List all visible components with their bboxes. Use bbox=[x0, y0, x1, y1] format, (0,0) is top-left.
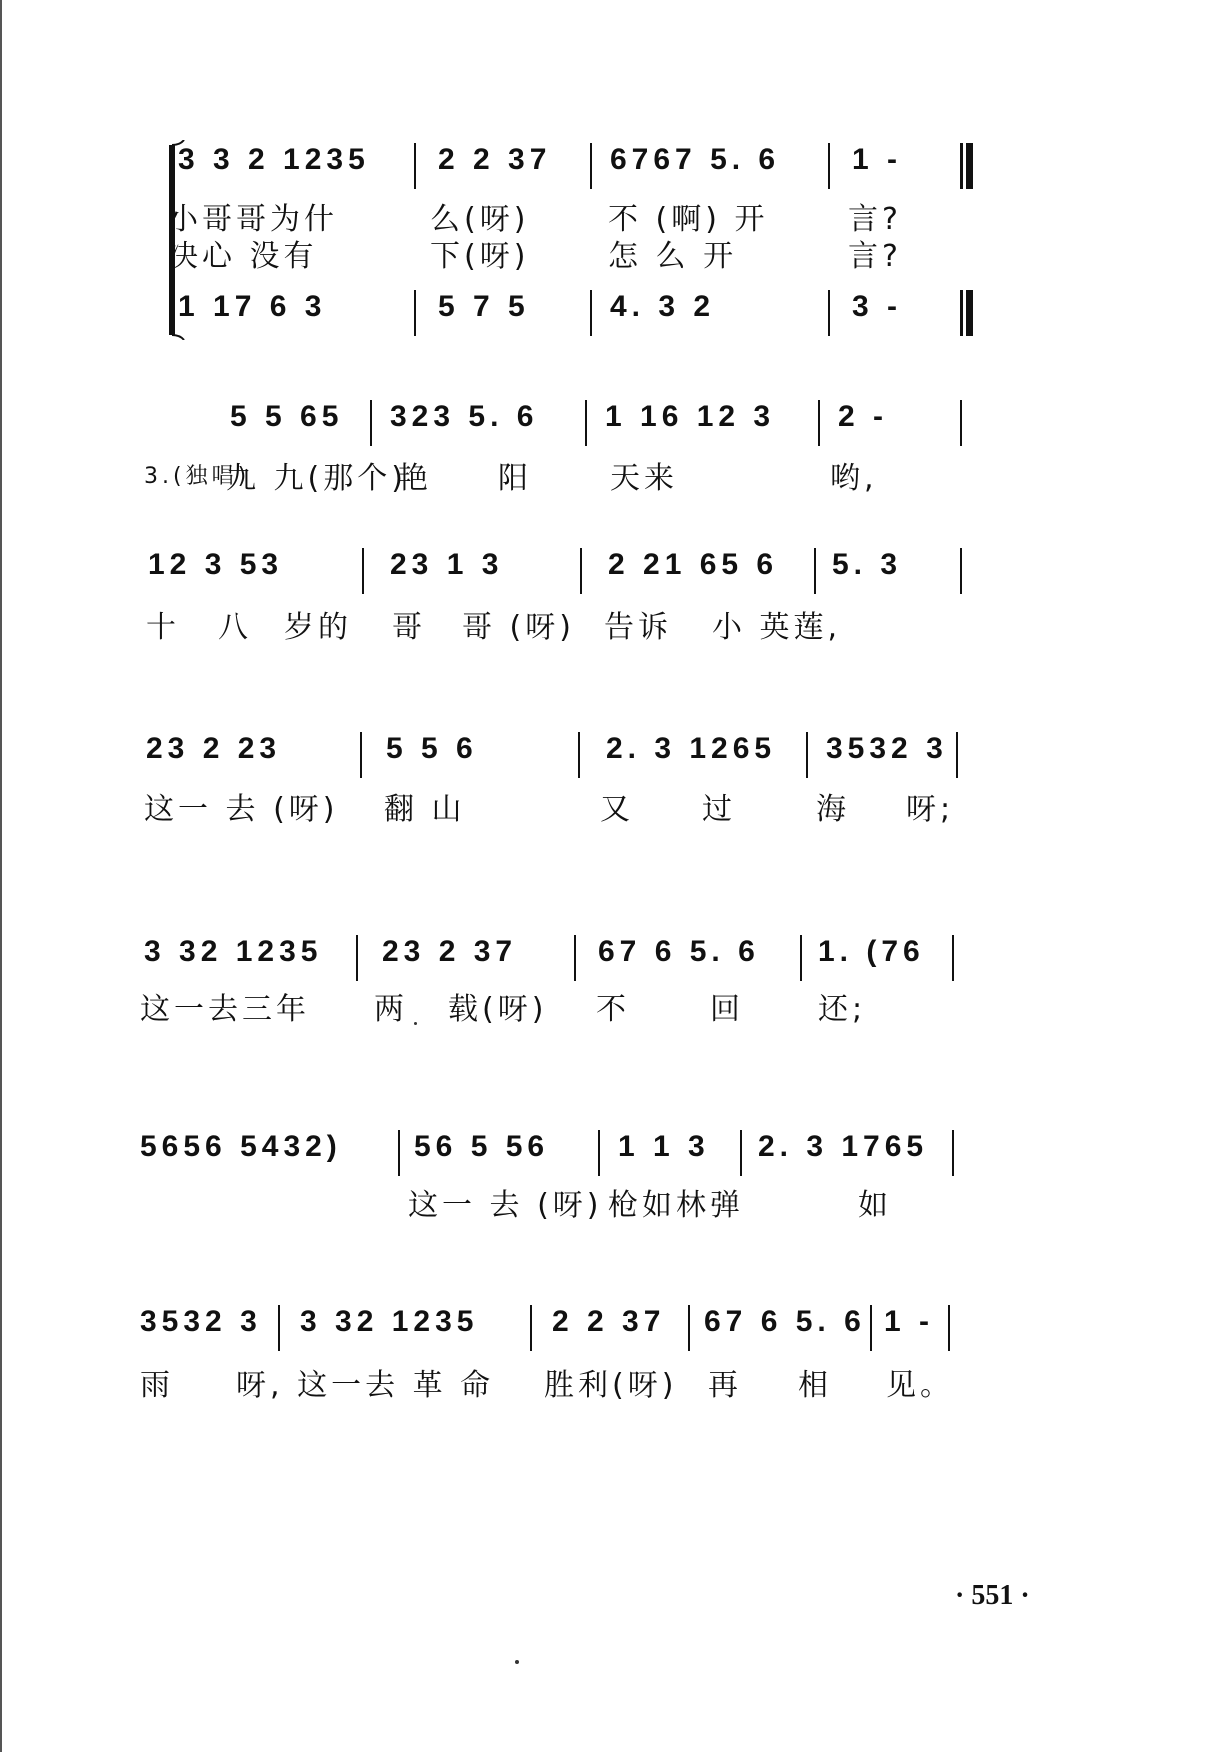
bar-line bbox=[960, 548, 962, 594]
lyric: 艳 bbox=[398, 461, 432, 496]
lyric: 八 bbox=[218, 610, 252, 645]
bar-line bbox=[398, 1130, 400, 1176]
lyric: 怎 么 开 bbox=[608, 239, 738, 274]
measure: 1. (76 bbox=[818, 935, 925, 968]
lyric: 翻 山 bbox=[384, 792, 466, 827]
lyric: 不 bbox=[596, 992, 630, 1027]
lyric: 九 九(那个) bbox=[226, 461, 407, 496]
bar-line bbox=[360, 732, 362, 778]
lyrics-row bbox=[0, 784, 1226, 844]
measure: 3532 3 bbox=[826, 732, 948, 765]
lyrics-verse-2 bbox=[0, 231, 1226, 291]
bar-line bbox=[590, 290, 592, 336]
measure: 2 21 65 6 bbox=[608, 548, 779, 581]
bar-line bbox=[362, 548, 364, 594]
notes-row bbox=[0, 1305, 1226, 1365]
measure: 3 - bbox=[852, 290, 903, 323]
repeat-end-thick bbox=[966, 290, 973, 336]
repeat-end bbox=[960, 143, 963, 189]
measure: 1 17 6 3 bbox=[178, 290, 327, 323]
measure: 12 3 53 bbox=[148, 548, 284, 581]
bar-line bbox=[800, 935, 802, 981]
scan-speck bbox=[515, 1660, 519, 1664]
lyric: 又 bbox=[600, 792, 634, 827]
bar-line bbox=[806, 732, 808, 778]
measure: 3532 3 bbox=[140, 1305, 262, 1338]
verse-marker: 3.(独唱) bbox=[144, 464, 251, 489]
notes-row bbox=[0, 732, 1226, 792]
lyric: 还; bbox=[818, 992, 867, 1027]
lyric: 这一 去 (呀) bbox=[144, 792, 339, 827]
measure: 3 32 1235 bbox=[300, 1305, 479, 1338]
lyric: 决心 没有 bbox=[168, 239, 318, 274]
bar-line bbox=[688, 1305, 690, 1351]
notes-row bbox=[0, 400, 1226, 460]
bar-line bbox=[818, 400, 820, 446]
lyric: 哥 (呀) bbox=[462, 610, 575, 645]
measure: 3 32 1235 bbox=[144, 935, 323, 968]
lyrics-row bbox=[0, 1360, 1226, 1420]
bar-line bbox=[574, 935, 576, 981]
bar-line bbox=[870, 1305, 872, 1351]
bar-line bbox=[580, 548, 582, 594]
measure: 2. 3 1765 bbox=[758, 1130, 929, 1163]
lyric: 阳 bbox=[498, 461, 532, 496]
lyric: 哟, bbox=[830, 461, 878, 496]
bar-line bbox=[828, 290, 830, 336]
lyric: 载(呀) bbox=[448, 992, 548, 1027]
lyric: 告诉 bbox=[604, 610, 672, 645]
measure: 5. 3 bbox=[832, 548, 903, 581]
measure: 2. 3 1265 bbox=[606, 732, 777, 765]
measure: 1 - bbox=[884, 1305, 935, 1338]
bar-line bbox=[278, 1305, 280, 1351]
lyric: 言? bbox=[848, 239, 902, 274]
lyric: 不 (啊) 开 bbox=[608, 202, 769, 237]
measure: 56 5 56 bbox=[414, 1130, 550, 1163]
bar-line bbox=[590, 143, 592, 189]
measure: 67 6 5. 6 bbox=[598, 935, 760, 968]
repeat-end bbox=[960, 290, 963, 336]
lyrics-row bbox=[0, 453, 1226, 513]
bar-line bbox=[960, 400, 962, 446]
lyric: 小 英莲, bbox=[712, 610, 842, 645]
lyric: 岁的 bbox=[284, 610, 352, 645]
lyric: 再 bbox=[708, 1368, 742, 1403]
staff-lower-row bbox=[0, 290, 1226, 350]
bar-line bbox=[952, 1130, 954, 1176]
measure: 5656 5432) bbox=[140, 1130, 342, 1163]
measure: 23 2 23 bbox=[146, 732, 282, 765]
bar-line bbox=[414, 143, 416, 189]
measure: 1 16 12 3 bbox=[605, 400, 776, 433]
bar-line bbox=[414, 290, 416, 336]
bar-line bbox=[370, 400, 372, 446]
lyrics-row bbox=[0, 602, 1226, 662]
lyric: 枪如林弹 bbox=[608, 1188, 744, 1223]
measure: 23 2 37 bbox=[382, 935, 518, 968]
bar-line bbox=[578, 732, 580, 778]
lyric: 这一去三年 bbox=[140, 992, 310, 1027]
notes-row bbox=[0, 548, 1226, 608]
measure: 6767 5. 6 bbox=[610, 143, 781, 176]
measure: 2 2 37 bbox=[552, 1305, 666, 1338]
page-number: · 551 · bbox=[955, 1580, 1030, 1611]
measure: 4. 3 2 bbox=[610, 290, 716, 323]
measure: 1 - bbox=[852, 143, 903, 176]
measure: 2 - bbox=[838, 400, 889, 433]
measure: 2 2 37 bbox=[438, 143, 552, 176]
lyric: 下(呀) bbox=[430, 239, 530, 274]
lyric: 海 bbox=[816, 792, 850, 827]
lyric: 哥 bbox=[392, 610, 426, 645]
bar-line bbox=[948, 1305, 950, 1351]
measure: 5 5 6 bbox=[386, 732, 478, 765]
lyric: 呀, 这一去 革 命 bbox=[236, 1368, 495, 1403]
measure: 323 5. 6 bbox=[390, 400, 539, 433]
lyric: 这一 去 (呀) bbox=[408, 1188, 603, 1223]
measure: 67 6 5. 6 bbox=[704, 1305, 866, 1338]
lyric: 如 bbox=[858, 1188, 892, 1223]
scan-speck bbox=[414, 1022, 417, 1025]
repeat-end-thick bbox=[966, 143, 973, 189]
lyric: 么(呀) bbox=[430, 202, 530, 237]
lyrics-row bbox=[0, 1180, 1226, 1240]
lyric: 十 bbox=[146, 610, 180, 645]
lyric: 两 bbox=[374, 992, 408, 1027]
bar-line bbox=[356, 935, 358, 981]
lyric: 胜利(呀) bbox=[544, 1368, 678, 1403]
measure: 3 3 2 1235 bbox=[178, 143, 370, 176]
bar-line bbox=[530, 1305, 532, 1351]
measure: 1 1 3 bbox=[618, 1130, 710, 1163]
measure: 23 1 3 bbox=[390, 548, 504, 581]
measure: 5 7 5 bbox=[438, 290, 530, 323]
measure: 5 5 65 bbox=[230, 400, 344, 433]
bar-line bbox=[740, 1130, 742, 1176]
lyric: 呀; bbox=[906, 792, 955, 827]
lyric: 回 bbox=[710, 992, 744, 1027]
bar-line bbox=[585, 400, 587, 446]
lyric: 言? bbox=[848, 202, 902, 237]
lyric: 雨 bbox=[140, 1368, 174, 1403]
bar-line bbox=[598, 1130, 600, 1176]
bar-line bbox=[952, 935, 954, 981]
lyric: 相 bbox=[798, 1368, 832, 1403]
lyric: 见。 bbox=[886, 1368, 954, 1403]
lyric: 过 bbox=[702, 792, 736, 827]
bar-line bbox=[828, 143, 830, 189]
lyric: 天来 bbox=[610, 461, 678, 496]
lyric: 小哥哥为什 bbox=[168, 202, 338, 237]
bar-line bbox=[956, 732, 958, 778]
lyrics-row bbox=[0, 984, 1226, 1044]
bar-line bbox=[814, 548, 816, 594]
